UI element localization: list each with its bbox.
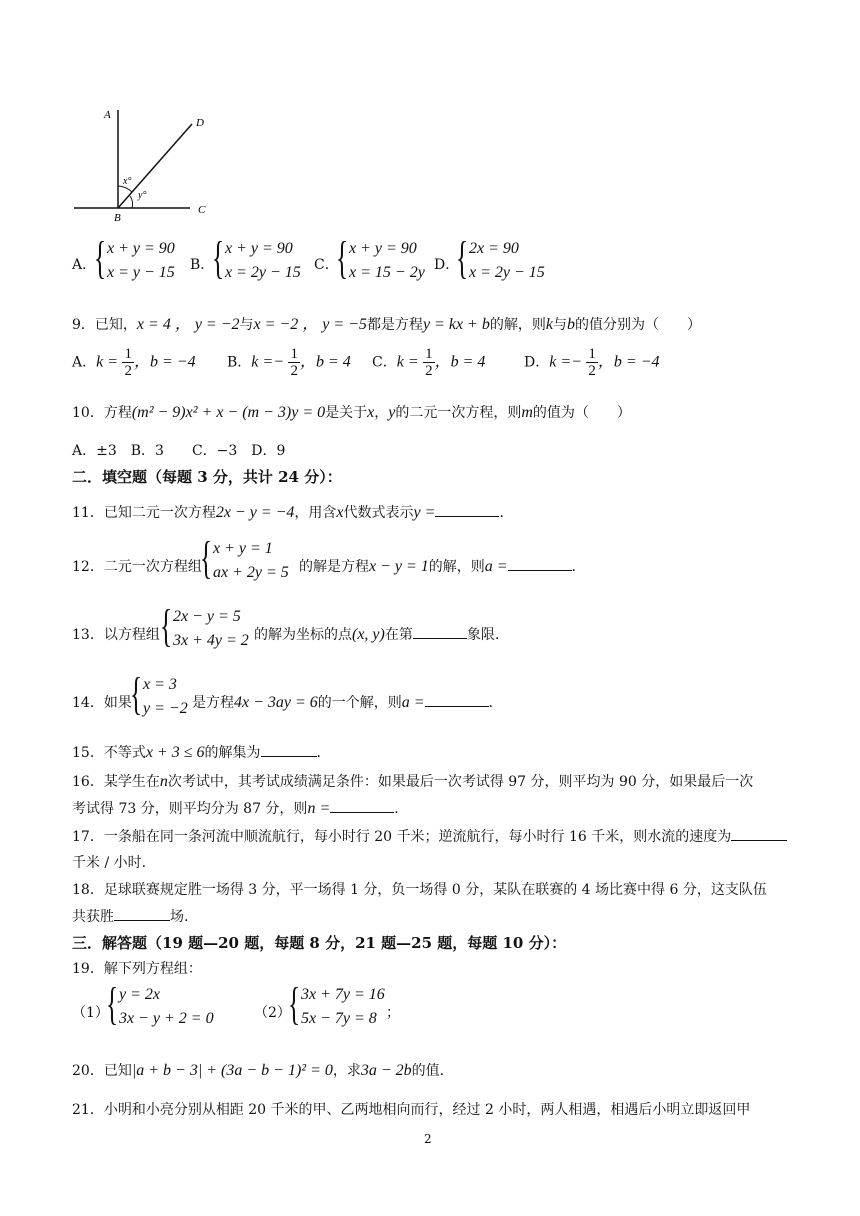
q19-stem: 19．解下列方程组：: [72, 961, 202, 977]
figure-label-b: B: [114, 212, 121, 224]
figure-label-x: x°: [123, 176, 132, 187]
figure-label-c: C: [198, 204, 206, 216]
q9-option-b: B．k =− $\frac{1}{2}$ ，b = 4: [227, 346, 351, 379]
q16-line1: 16．某学生在n次考试中，其考试成绩满足条件：如果最后一次考试得 97 分，则平均为 90 分，如果最后一次: [72, 773, 754, 790]
q9-option-a: A．k = $\frac{1}{2}$ ，b = −4: [72, 346, 196, 379]
angle-figure: [70, 100, 220, 225]
q11: 11．已知二元一次方程2x − y = −4，用含x代数式表示y = ．: [72, 504, 514, 521]
q20: 20．已知|a + b − 3| + (3a − b − 1)² = 0，求3a − 2b的值.: [72, 1062, 445, 1079]
q18-line2: 共获胜 场.: [72, 906, 188, 926]
q9-option-c: C．k = $\frac{1}{2}$ ，b = 4: [372, 346, 486, 379]
q10-options: A．±3 B．3 C．−3 D．9: [72, 443, 286, 459]
q13: 13．以方程组 { 2x − y = 5 3x + 4y = 2 的解为坐标的点(x, y)在第 象限.: [72, 600, 500, 651]
q16-line2: 考试得 73 分，则平均分为 87 分，则n = ．: [72, 800, 409, 817]
q17-line1: 17．一条船在同一条河流中顺流航行，每小时行 20 千米；逆流航行，每小时行 16 千米，则水流的速度为: [72, 826, 787, 846]
q8-option-c: C． { x + y = 90 x = 15 − 2y: [314, 232, 425, 283]
q12: 12．二元一次方程组 { x + y = 1 ax + 2y = 5 的解是方程x − y = 1的解，则a = ．: [72, 532, 586, 583]
q8-option-b: B． { x + y = 90 x = 2y − 15: [190, 232, 301, 283]
section-3-heading: 三．解答题（19 题—20 题，每题 8 分，21 题—25 题，每题 10 分）：: [72, 934, 567, 952]
figure-label-y: y°: [138, 190, 147, 201]
section-2-heading: 二．填空题（每题 3 分，共计 24 分）：: [72, 468, 342, 486]
figure-label-a: A: [104, 109, 111, 121]
q9-option-d: D．k =− $\frac{1}{2}$ ，b = −4: [524, 346, 660, 379]
figure-label-d: D: [196, 117, 204, 129]
q19-part1: （1） { y = 2x 3x − y + 2 = 0: [72, 978, 214, 1029]
q18-line1: 18．足球联赛规定胜一场得 3 分，平一场得 1 分，负一场得 0 分，某队在联赛的 4 场比赛中得 6 分，这支队伍: [72, 882, 767, 898]
q8-option-a: A． { x + y = 90 x = y − 15: [72, 232, 175, 283]
q19-part2: （2） { 3x + 7y = 16 5x − 7y = 8 ；: [254, 978, 400, 1029]
q17-line2: 千米 / 小时.: [72, 855, 147, 871]
q14: 14．如果 { x = 3 y = −2 是方程4x − 3ay = 6的一个解，则a = ．: [72, 668, 503, 719]
q9-options: [72, 346, 692, 386]
q10-stem: 10．方程(m² − 9)x² + x − (m − 3)y = 0是关于x，y的二元一次方程，则m的值为（ ）: [72, 404, 631, 421]
q8-option-d: D． { 2x = 90 x = 2y − 15: [434, 232, 545, 283]
q15: 15．不等式x + 3 ≤ 6的解集为 ．: [72, 744, 331, 761]
q9-stem: 9．已知，x = 4 ， y = −2与x = −2 ， y = −5都是方程y = kx + b的解，则k与b的值分别为（ ）: [72, 316, 701, 333]
q21-line1: 21．小明和小亮分别从相距 20 千米的甲、乙两地相向而行，经过 2 小时，两人相遇，相遇后小明立即返回甲: [72, 1102, 751, 1118]
page-number: 2: [424, 1132, 432, 1146]
